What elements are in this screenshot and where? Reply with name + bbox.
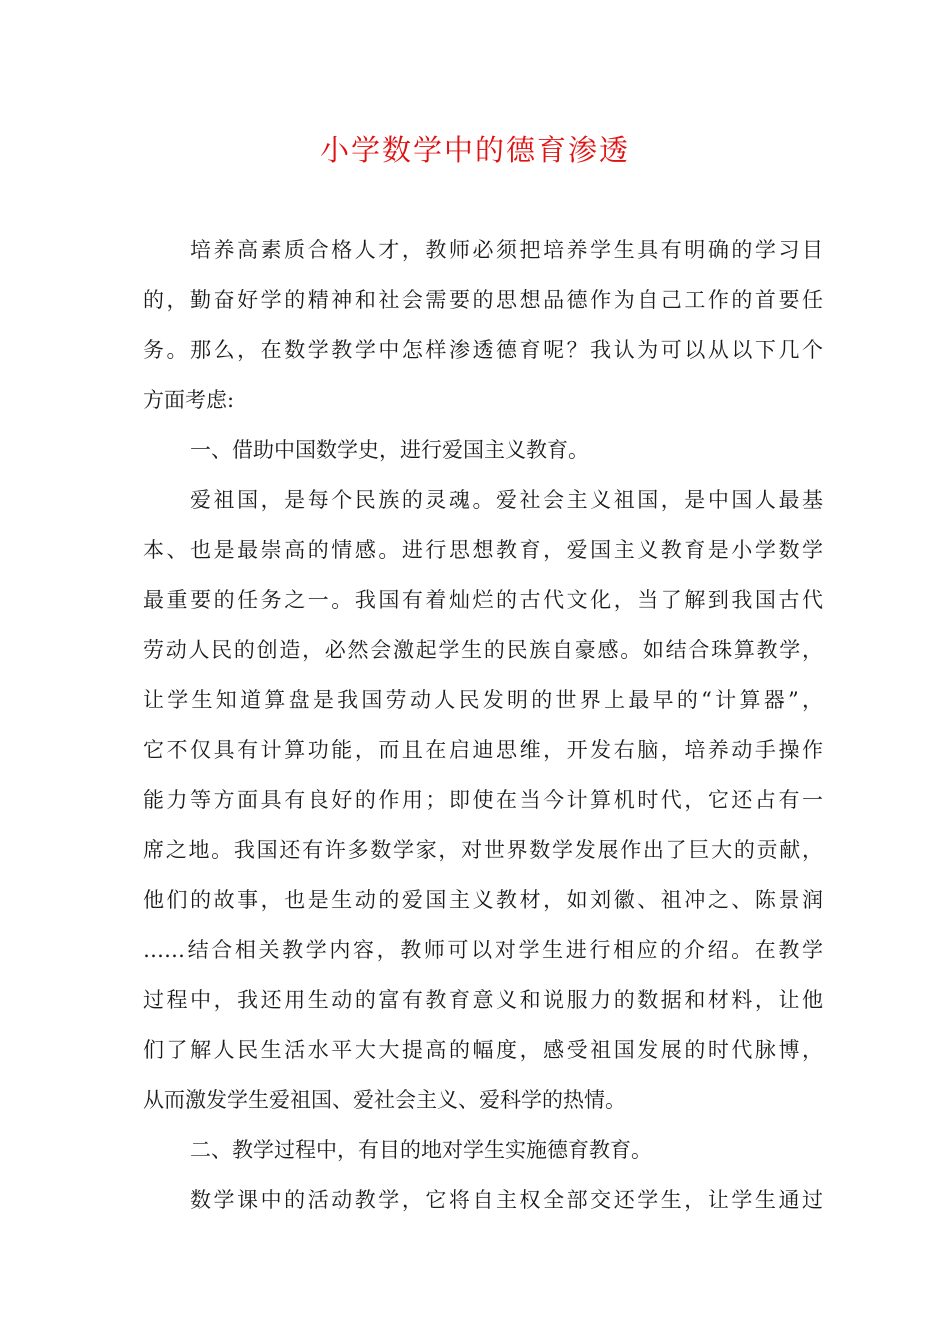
paragraph-line-3: 务。那么，在数学教学中怎样渗透德育呢？我认为可以从以下几个 bbox=[143, 338, 823, 362]
paragraph-line-12: 席之地。我国还有许多数学家，对世界数学发展作出了巨大的贡献， bbox=[143, 838, 823, 862]
section-heading-1: 一、借助中国数学史，进行爱国主义教育。 bbox=[190, 438, 589, 462]
paragraph-line-16: 们了解人民生活水平大大提高的幅度，感受祖国发展的时代脉博， bbox=[143, 1038, 823, 1062]
paragraph-line-1: 培养高素质合格人才，教师必须把培养学生具有明确的学习目 bbox=[190, 238, 823, 262]
paragraph-line-10: 它不仅具有计算功能，而且在启迪思维，开发右脑，培养动手操作 bbox=[143, 738, 823, 762]
paragraph-line-6: 本、也是最崇高的情感。进行思想教育，爱国主义教育是小学数学 bbox=[143, 538, 823, 562]
paragraph-line-15: 过程中，我还用生动的富有教育意义和说服力的数据和材料，让他 bbox=[143, 988, 823, 1012]
paragraph-line-13: 他们的故事，也是生动的爱国主义教材，如刘徽、祖冲之、陈景润 bbox=[143, 888, 823, 912]
paragraph-line-14: ……结合相关教学内容，教师可以对学生进行相应的介绍。在教学 bbox=[143, 938, 823, 962]
paragraph-line-8: 劳动人民的创造，必然会激起学生的民族自豪感。如结合珠算教学， bbox=[143, 638, 823, 662]
paragraph-line-11: 能力等方面具有良好的作用；即使在当今计算机时代，它还占有一 bbox=[143, 788, 823, 812]
paragraph-line-9: 让学生知道算盘是我国劳动人民发明的世界上最早的“计算器”， bbox=[143, 688, 823, 712]
section-heading-2: 二、教学过程中，有目的地对学生实施德育教育。 bbox=[190, 1138, 652, 1162]
paragraph-line-4: 方面考虑: bbox=[143, 388, 235, 412]
paragraph-line-2: 的，勤奋好学的精神和社会需要的思想品德作为自己工作的首要任 bbox=[143, 288, 823, 312]
paragraph-line-7: 最重要的任务之一。我国有着灿烂的古代文化，当了解到我国古代 bbox=[143, 588, 823, 612]
paragraph-line-17: 从而激发学生爱祖国、爱社会主义、爱科学的热情。 bbox=[143, 1088, 626, 1112]
paragraph-line-18: 数学课中的活动教学，它将自主权全部交还学生，让学生通过 bbox=[190, 1188, 823, 1212]
paragraph-line-5: 爱祖国，是每个民族的灵魂。爱社会主义祖国，是中国人最基 bbox=[190, 488, 823, 512]
document-title: 小学数学中的德育渗透 bbox=[319, 133, 630, 167]
